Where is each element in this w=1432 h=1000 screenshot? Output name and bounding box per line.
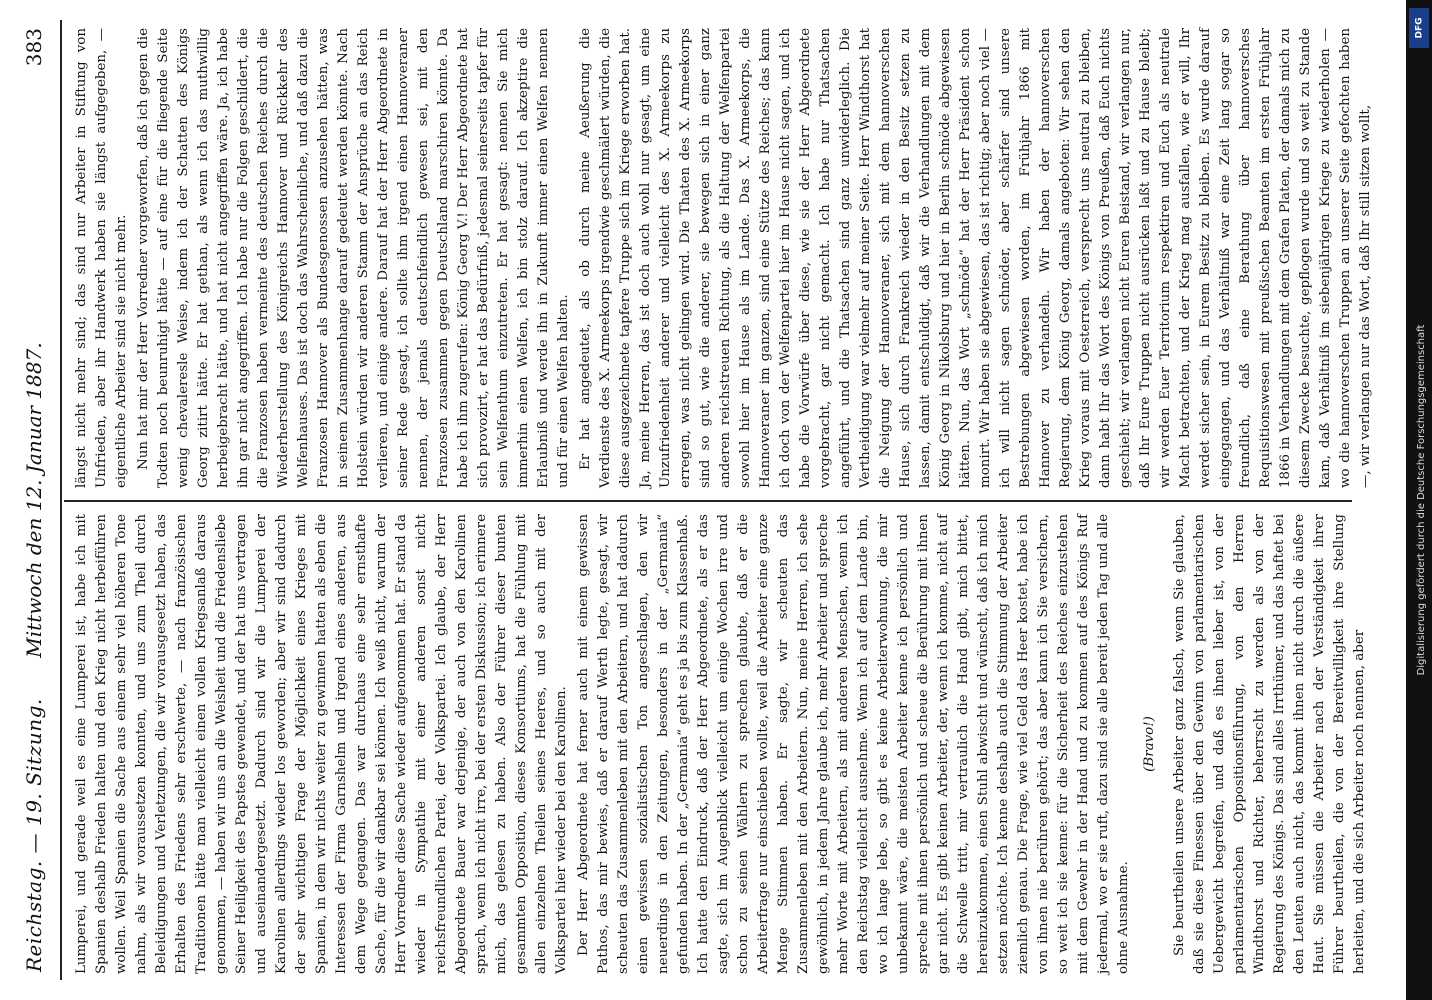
header-session-title: Reichstag. — 19. Sitzung.	[22, 698, 46, 972]
digitization-credit: Digitalisierung gefördert durch die Deutsche Forschungsgemeinschaft	[1416, 324, 1427, 676]
header-page-number: 383	[22, 28, 46, 67]
right-column	[72, 28, 1373, 488]
left-paragraph-1: Lumperei, und gerade weil es eine Lumperei ist, habe ich mit Spanien deshalb Frieden halten und den Krieg nicht herbeiführen wollen. Weil Spanien die Sache aus einem sehr viel höheren Tone nahm, als wir voraussetzen konnten, und uns zum Theil durch Beleidigungen und Verletzungen, die wir vorausgesetzt haben, das Erhalten des Friedens sehr erschwerte, — nach französischen Traditionen hätte man vielleicht einen vollen Kriegsanlaß daraus genommen, — haben wir uns an die Weisheit und die Friedensliebe Seiner Heiligkeit des Papstes gewendet, und der hat uns vertragen und auseinandergesetzt. Dadurch sind wir die Lumperei der Karolinen allerdings wieder los geworden; aber wir sind dadurch der sehr wichtigen Frage der Möglichkeit eines Krieges mit Spanien, in dem wir nichts weiter zu gewinnen hatten als eben die Interessen der Firma Garnshelm und irgend eines anderen, aus dem Wege gegangen. Das war durchaus eine sehr ernsthafte Sache, für die wir dankbar sei können. Ich weiß nicht, warum der Herr Vorredner diese Sache wieder aufgenommen hat. Er stand da wieder in Sympathie mit einer anderen sonst nicht reichsfreundlichen Partei, der Volkspartei. Ich glaube, der Herr Abgeordnete Bauer war derjenige, der auch von den Karolinen sprach, wenn ich nicht irre, bei der ersten Diskussion; ich erinnere mich, das gelesen zu haben. Also der Führer dieser bunten gesammten Opposition, dieses Konsortiums, hat die Fühlung mit allen einzelnen Theilen seines Heeres, und so auch mit der Volkspartei hier wieder bei den Karolinen.	[74, 514, 569, 974]
header-rule	[60, 20, 62, 980]
header-date: Mittwoch den 12. Januar 1887.	[22, 342, 46, 658]
dfg-logo	[1409, 8, 1429, 48]
dfg-logo-text: DFG	[1414, 17, 1425, 39]
left-paragraph-3: Sie beurtheilen unsere Arbeiter ganz falsch, wenn Sie glauben, daß sie diese Finessen über den Gewinn von parlamentarischen Uebergewicht begreifen, und daß es ihnen lieber ist, von der parlamentarischen Oppositionsführung, von den Herren Windthorst und Richter, beherrscht zu werden als von der Regierung des Königs. Das sind alles Irrthümer, und das haftet bei den Leuten auch nicht, das kommt ihnen nicht durch die äußere Haut. Sie müssen die Arbeiter nach der Verständigkeit ihrer Führer beurtheilen, die von der Bereitwilligkeit ihre Stellung herleiten, und die sich Arbeiter noch nennen, aber	[1172, 514, 1367, 974]
column-separator	[64, 500, 1352, 502]
left-column	[72, 514, 1367, 974]
right-paragraph-3: Er hat angedeutet, als ob durch meine Aeußerung die Verdienste des X. Armeekorps irgendwie geschmälert würden, die diese ausgezeichnete tapfere Truppe sich im Kriege erworben hat. Ja, meine Herren, das ist doch auch wohl nur gesagt, um eine Unzufriedenheit anderer und vielleicht des X. Armeekorps zu erregen, was nicht gelingen wird. Die Thaten des X. Armeekorps sind so gut, wie die anderer, sie bewegen sich in einer ganz anderen reichstreuen Richtung, als die Haltung der Welfenpartei sowohl hier im Hause als im Lande. Das X. Armeekorps, die Hannoveraner im ganzen, sind eine Stütze des Reiches; das kann ich doch von der Welfenpartei hier im Hause nicht sagen, und ich habe die Vorwürfe über diese, wie sie der Herr Abgeordnete vorgebracht, gar nicht gemacht. Ich habe nur Thatsachen angeführt, und die Thatsachen sind ganz unwiderleglich. Die Vertheidigung war vielmehr auf meiner Seite. Herr Windthorst hat die Neigung der Hannoveraner, sich mit dem hannoverschen Hause, sich durch Frankreich wieder in den Besitz setzen zu lassen, damit entschuldigt, daß wir die Verhandlungen mit dem König Georg in Nikolsburg und hier in Berlin schnöde abgewiesen hätten. Nun, das Wort „schnöde“ hat der Herr Präsident schon monirt. Wir haben sie abgewiesen, das ist richtig; aber noch viel — ich will nicht sagen schnöder, aber schärfer sind unsere Bestrebungen abgewiesen worden, im Frühjahr 1866 mit Hannover zu verhandeln. Wir haben der hannoverschen Regierung, dem König Georg, damals angeboten: Wir sehen den Krieg voraus mit Oesterreich, versprecht uns neutral zu bleiben, dann habt Ihr das Wort des Königs von Preußen, daß Euch nichts geschieht; wir verlangen nicht Euren Beistand, wir verlangen nur, daß Ihr Eure Truppen nicht ausrücken laßt und zu Hause bleibt; wir werden Euer Territorium respektiren und Euch als neutrale Macht betrachten, und der Krieg mag ausfallen, wie er will, Ihr werdet sicher sein, in Eurem Besitz zu bleiben. Es wurde darauf eingegangen, und das Verhältniß war eine Zeit lang sogar so freundlich, daß eine Berathung über hannoversches Requisitionswesen mit preußischen Beamten im ersten Frühjahr 1866 in Verhandlungen mit dem Grafen Platen, der damals mich zu diesem Zwecke besuchte, gepflogen wurde und so weit zu Stande kam, daß Verhältniß im siebenjährigen Kriege zu wiederholen — wo die hannoverschen Truppen an unserer Seite gefochten haben —, wir verlangen nur das Wort, daß Ihr still sitzen wollt,	[578, 28, 1373, 488]
right-paragraph-2: Nun hat mir der Herr Vorredner vorgeworfen, daß ich gegen die Todten noch beunruhigt hätte — auf eine für die fliegende Seite wenig chevaleresle Weise, indem ich der Schatten des Königs Georg zitirt hätte. Er hat gethan, als wenn ich das muthwillig herbeigebracht hätte, und hat nicht angegriffen wäre. Ja, ich habe ihn gar nicht angegriffen. Ich habe nur die Folgen geschildert, die die Franzosen haben vermeinte des deutschen Reiches durch die Wiederherstellung des Königreichs Hannover und Rückkehr des Welfenhauses. Das ist doch das Wahrscheinliche, und daß dazu die Franzosen Hannover als Bundesgenossen anzusehen hätten, was in seinem Zusammenhange darauf gedeutet werden könnte. Nach Holstein würden wir anderen Stamm der Ansprüche an das Reich verlieren, und einige andere. Darauf hat der Herr Abgeordnete in seiner Rede gesagt, ich sollte ihm irgend einen Hannoveraner nennen, der jemals deutschfeindlich gewesen sei, mit den Franzosen zusammen gegen Deutschland marschiren könnte. Da habe ich ihm zugerufen: König Georg V.! Der Herr Abgeordnete hat sich provozirt, er hat das Bedürfniß, jedesmal seinerseits tapfer für sein Welfenthum einzutreten. Er hat gesagt: nennen Sie mich immerhin einen Welfen, ich bin stolz darauf. Ich akzeptire die Erlaubniß und werde ihn in Zukunft immer einen Welfen nennen und für einen Welfen halten.	[136, 28, 571, 488]
left-paragraph-2: Der Herr Abgeordnete hat ferner auch mit einem gewissen Pathos, das mir bewies, daß er darauf Werth legte, gesagt, wir scheuten das Zusammenleben mit den Arbeitern, und hat dadurch einen gewissen sozialistischen Ton angeschlagen, den wir neuerdings in den Zeitungen, besonders in der „Germania“ gefunden haben. In der „Germania“ geht es ja bis zum Klassenhaß. Ich hatte den Eindruck, daß der Herr Abgeordnete, als er das sagte, sich im Augenblick vielleicht um einige Wochen irre und schon zu seinen Wählern zu sprechen glaubte, daß er die Arbeiterfrage nur einschieben wollte, weil die Arbeiter eine ganze Menge Stimmen haben. Er sagte, wir scheuten das Zusammenleben mit den Arbeitern. Nun, meine Herren, ich sehe gewöhnlich, in jedem Jahre glaube ich, mehr Arbeiter und spreche mehr Worte mit Arbeitern, als mit anderen Menschen, wenn ich den Reichstag vielleicht ausnehme. Wenn ich auf dem Lande bin, wo ich lange lebe, so gibt es keine Arbeiterwohnung, die mir unbekannt wäre, die meisten Arbeiter kenne ich persönlich und spreche mit ihnen persönlich und scheue die Berührung mit ihnen gar nicht. Es gibt keinen Arbeiter, der, wenn ich komme, nicht auf die Schwelle tritt, mir vertraulich die Hand gibt, mich bittet, hereinzukommen, einen Stuhl abwischt und wünscht, daß ich mich setzen möchte. Ich kenne deshalb auch die Stimmung der Arbeiter ziemlich genau. Die Frage, wie viel Geld das Heer kostet, habe ich von ihnen nie berühren gehört; das aber kann ich Sie versichern, so weit ich sie kenne: für die Sicherheit des Reiches einzustehen mit dem Gewehr in der Hand und zu kommen auf des Königs Ruf jedermal, wo er sie ruft, dazu sind sie alle bereit jeden Tag und alle ohne Ausnahme.	[576, 514, 1131, 974]
right-paragraph-1: längst nicht mehr sind; das sind nur Arbeiter in Stiftung von Unfrieden, aber ihr Handwerk haben sie längst aufgegeben, — eigentliche Arbeiter sind sie nicht mehr.	[74, 28, 129, 488]
page-header	[22, 0, 58, 1000]
bravo-interjection: (Bravo!)	[1142, 716, 1157, 772]
